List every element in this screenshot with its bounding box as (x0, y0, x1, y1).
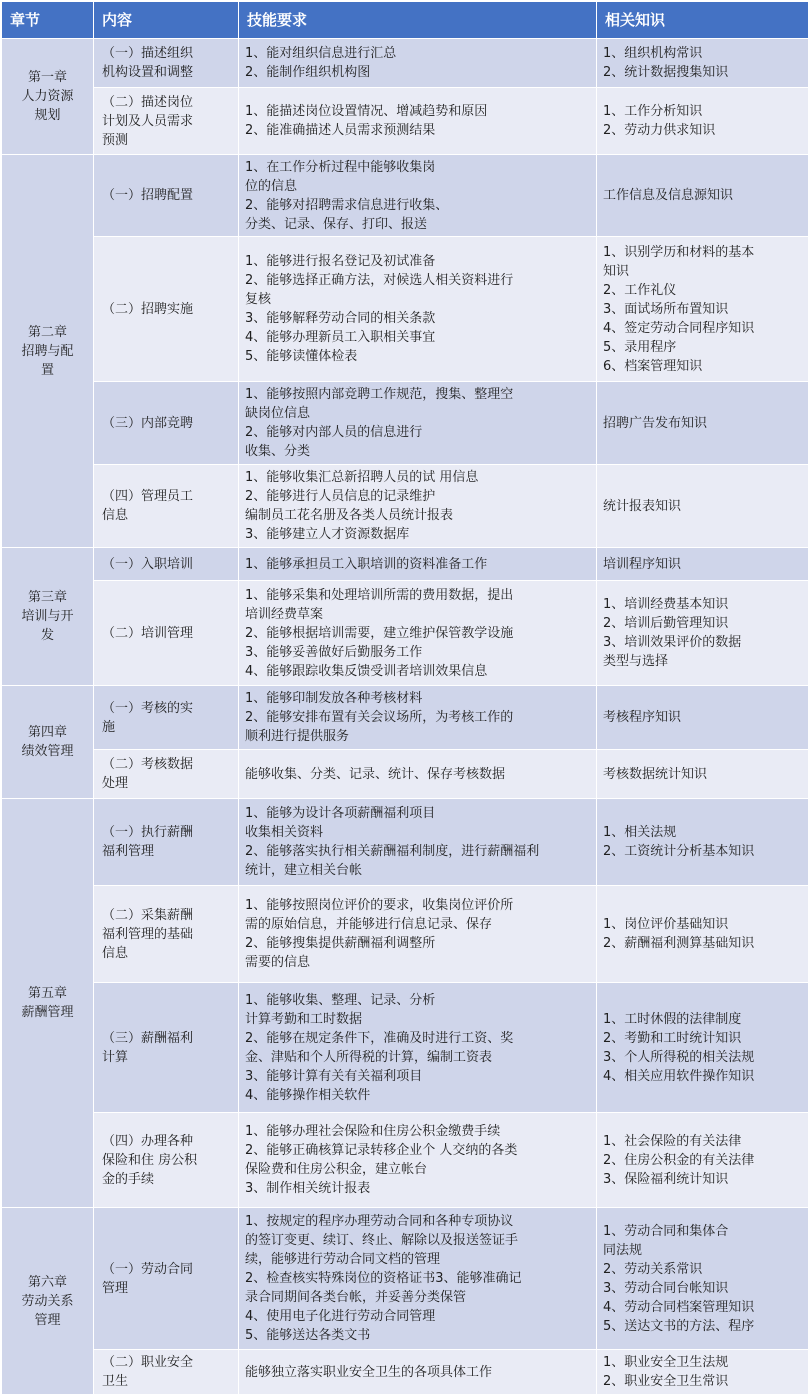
text-line: 3、能够建立人才资源数据库 (245, 527, 410, 542)
text-line: 收集、分类 (245, 444, 311, 459)
content-cell (94, 465, 239, 548)
text-line: 招聘与配 (21, 343, 74, 359)
knowledge-cell (597, 39, 809, 88)
text-line: 1、能描述岗位设置情况、增减趋势和原因 (245, 104, 488, 119)
text-line: 2、考勤和工时统计知识 (603, 1030, 742, 1046)
text-line: 卫生 (102, 1374, 129, 1389)
text-line: （三）内部竞聘 (102, 415, 194, 431)
text-line: 4、使用电子化进行劳动合同管理 (245, 1309, 436, 1324)
content-cell (94, 983, 239, 1113)
knowledge-cell (597, 382, 809, 465)
text-line: 录合同期间各类台帐，并妥善分类保管 (245, 1290, 467, 1305)
table-row (2, 750, 809, 799)
text-line: 1、相关法规 (603, 825, 677, 840)
text-line: 招聘广告发布知识 (603, 415, 708, 431)
text-line: 保险费和住房公积金，建立帐台 (245, 1162, 428, 1177)
table-row (2, 1208, 809, 1350)
chapter-cell (2, 155, 94, 548)
text-line: 编制员工花名册及各类人员统计报表 (245, 508, 454, 523)
text-line: 1、组织机构常识 (603, 46, 703, 61)
text-line: 2、能够进行人员信息的记录维护 (245, 489, 436, 504)
content-cell (94, 799, 239, 886)
content-cell (94, 548, 239, 581)
text-line: 1、能够收集汇总新招聘人员的试 用信息 (245, 470, 479, 485)
content-cell (94, 237, 239, 382)
text-line: 置 (40, 362, 54, 378)
text-line: （一）描述组织 (102, 46, 194, 61)
text-line: 第五章 (27, 986, 67, 1001)
text-line: 信息 (102, 945, 129, 961)
skills-cell (239, 548, 597, 581)
text-line: 1、能够收集、整理、记录、分析 (245, 992, 436, 1008)
text-line: 金的手续 (102, 1171, 155, 1187)
text-line: 第二章 (27, 324, 67, 340)
chapter-cell (2, 548, 94, 686)
text-line: 3、能够计算有关有关福利项目 (245, 1068, 423, 1084)
text-line: （一）招聘配置 (102, 188, 194, 203)
text-line: 福利管理 (102, 844, 155, 859)
content-cell (94, 155, 239, 237)
text-line: 2、工作礼仪 (603, 282, 677, 298)
text-line: 能够收集、分类、记录、统计、保存考核数据 (245, 766, 506, 782)
knowledge-cell (597, 686, 809, 750)
skills-cell (239, 382, 597, 465)
text-line: 2、培训后勤管理知识 (603, 616, 729, 631)
knowledge-cell (597, 237, 809, 382)
text-line: 1、职业安全卫生法规 (603, 1355, 729, 1370)
text-line: 分类、记录、保存、打印、报送 (245, 216, 428, 232)
text-line: 机构设置和调整 (102, 65, 194, 80)
text-line: 的签订变更、续订、终止、解除以及报送签证手 (245, 1233, 519, 1248)
text-line: 预测 (102, 132, 129, 148)
text-line: 2、能够正确核算记录转移企业个 人交纳的各类 (245, 1143, 518, 1158)
skills-cell (239, 1350, 597, 1395)
text-line: 知识 (603, 263, 630, 279)
text-line: 统计报表知识 (603, 498, 682, 514)
header-row (2, 2, 809, 39)
text-line: 1、能够按照内部竞聘工作规范，搜集、整理空 (245, 387, 514, 402)
chapter-cell (2, 39, 94, 155)
content-cell (94, 686, 239, 750)
knowledge-cell (597, 750, 809, 799)
text-line: 3、个人所得税的相关法规 (603, 1049, 755, 1065)
text-line: 1、能够承担员工入职培训的资料准备工作 (245, 556, 488, 572)
skills-cell (239, 581, 597, 686)
skills-cell (239, 1208, 597, 1350)
knowledge-cell (597, 886, 809, 983)
table-row (2, 1350, 809, 1395)
chapter-cell (2, 686, 94, 799)
text-line: 计算考勤和工时数据 (245, 1011, 363, 1027)
text-line: 2、统计数据搜集知识 (603, 65, 729, 80)
text-line: （二）职业安全 (102, 1355, 194, 1370)
content-cell (94, 88, 239, 155)
header-skills: 技能要求 (239, 2, 597, 39)
header-chapter: 章节 (2, 2, 94, 39)
content-cell (94, 1208, 239, 1350)
text-line: 能够独立落实职业安全卫生的各项具体工作 (245, 1364, 493, 1380)
text-line: 考核程序知识 (603, 710, 682, 725)
text-line: 2、能够落实执行相关薪酬福利制度，进行薪酬福利 (245, 844, 540, 859)
content-cell (94, 581, 239, 686)
text-line: 5、能够读懂体检表 (245, 349, 358, 364)
skills-cell (239, 983, 597, 1113)
text-line: 需要的信息 (245, 955, 311, 970)
table-row (2, 88, 809, 155)
content-cell (94, 382, 239, 465)
text-line: 1、岗位评价基础知识 (603, 917, 729, 932)
skills-cell (239, 1113, 597, 1208)
text-line: 劳动关系 (21, 1293, 74, 1309)
text-line: 复核 (245, 292, 272, 307)
text-line: 1、工时休假的法律制度 (603, 1011, 742, 1027)
text-line: 信息 (102, 508, 129, 523)
text-line: 第三章 (27, 590, 67, 605)
skills-cell (239, 799, 597, 886)
text-line: 同法规 (603, 1242, 643, 1258)
text-line: 施 (102, 719, 116, 735)
text-line: 位的信息 (245, 178, 298, 194)
content-cell (94, 39, 239, 88)
table-row (2, 983, 809, 1113)
text-line: 4、签定劳动合同程序知识 (603, 320, 755, 336)
text-line: 计划及人员需求 (102, 113, 194, 129)
knowledge-cell (597, 548, 809, 581)
text-line: 4、能够操作相关软件 (245, 1087, 371, 1103)
text-line: 2、工资统计分析基本知识 (603, 844, 755, 859)
text-line: 顺利进行提供服务 (245, 729, 350, 744)
text-line: 2、能够对招聘需求信息进行收集、 (245, 197, 449, 213)
text-line: 缺岗位信息 (245, 406, 311, 421)
text-line: 培训与开 (21, 609, 74, 624)
content-cell (94, 1113, 239, 1208)
text-line: 培训程序知识 (603, 556, 682, 572)
knowledge-cell (597, 88, 809, 155)
text-line: 1、能够进行报名登记及初试准备 (245, 254, 436, 269)
skills-cell (239, 88, 597, 155)
knowledge-cell (597, 799, 809, 886)
knowledge-cell (597, 983, 809, 1113)
knowledge-cell (597, 1350, 809, 1395)
text-line: 1、在工作分析过程中能够收集岗 (245, 159, 436, 175)
text-line: 1、能够印制发放各种考核材料 (245, 691, 423, 706)
text-line: 保险和住 房公积 (102, 1152, 198, 1168)
text-line: 2、职业安全卫生常识 (603, 1374, 729, 1389)
text-line: 3、面试场所布置知识 (603, 301, 729, 317)
text-line: 2、能够安排布置有关会议场所，为考核工作的 (245, 710, 514, 725)
knowledge-cell (597, 581, 809, 686)
text-line: 类型与选择 (603, 654, 669, 669)
skills-table (1, 1, 809, 1395)
content-cell (94, 750, 239, 799)
text-line: 统计，建立相关台帐 (245, 863, 363, 878)
table-body (2, 39, 809, 1395)
text-line: 2、能够根据培训需要，建立维护保管教学设施 (245, 625, 514, 641)
text-line: 2、住房公积金的有关法律 (603, 1152, 755, 1168)
skills-cell (239, 465, 597, 548)
text-line: 金、津贴和个人所得税的计算，编制工资表 (245, 1049, 493, 1065)
table-row (2, 155, 809, 237)
text-line: 4、相关应用软件操作知识 (603, 1068, 755, 1084)
table-row (2, 548, 809, 581)
table-row (2, 581, 809, 686)
text-line: 2、能准确描述人员需求预测结果 (245, 123, 436, 138)
table-row (2, 382, 809, 465)
text-line: 6、档案管理知识 (603, 358, 703, 374)
text-line: 4、能够办理新员工入职相关事宜 (245, 330, 436, 345)
skills-cell (239, 155, 597, 237)
text-line: 2、检查核实特殊岗位的资格证书3、能够准确记 (245, 1271, 522, 1286)
text-line: 考核数据统计知识 (603, 766, 708, 782)
text-line: 1、能对组织信息进行汇总 (245, 46, 397, 61)
chapter-cell (2, 1208, 94, 1395)
text-line: 收集相关资料 (245, 825, 324, 840)
text-line: 1、能够办理社会保险和住房公积金缴费手续 (245, 1124, 501, 1139)
header-knowledge: 相关知识 (597, 2, 809, 39)
table-row (2, 886, 809, 983)
text-line: 续，能够进行劳动合同文档的管理 (245, 1252, 441, 1267)
text-line: 3、劳动合同台帐知识 (603, 1280, 729, 1296)
text-line: （一）劳动合同 (102, 1261, 194, 1277)
text-line: （一）入职培训 (102, 556, 194, 572)
text-line: 计算 (102, 1049, 129, 1065)
text-line: 3、能够解释劳动合同的相关条款 (245, 311, 436, 326)
skills-cell (239, 39, 597, 88)
text-line: 5、送达文书的方法、程序 (603, 1318, 755, 1334)
text-line: 处理 (102, 776, 129, 791)
header-content: 内容 (94, 2, 239, 39)
table-row (2, 799, 809, 886)
text-line: 2、能够搜集提供薪酬福利调整所 (245, 936, 436, 951)
skills-cell (239, 686, 597, 750)
text-line: （二）考核数据 (102, 757, 194, 772)
text-line: 3、培训效果评价的数据 (603, 635, 742, 650)
content-cell (94, 886, 239, 983)
text-line: 1、能够采集和处理培训所需的费用数据，提出 (245, 587, 514, 603)
text-line: 规划 (34, 108, 61, 123)
text-line: 2、能制作组织机构图 (245, 65, 371, 80)
text-line: （四）办理各种 (102, 1133, 194, 1149)
text-line: 2、能够对内部人员的信息进行 (245, 425, 423, 440)
text-line: （四）管理员工 (102, 489, 194, 504)
content-cell (94, 1350, 239, 1395)
text-line: 1、社会保险的有关法律 (603, 1133, 742, 1149)
knowledge-cell (597, 155, 809, 237)
text-line: 2、劳动关系常识 (603, 1261, 703, 1277)
text-line: （三）薪酬福利 (102, 1030, 194, 1046)
text-line: 2、能够在规定条件下，准确及时进行工资、奖 (245, 1030, 514, 1046)
text-line: 人力资源 (21, 89, 74, 104)
table-row (2, 465, 809, 548)
text-line: 管理 (34, 1312, 61, 1328)
text-line: 4、能够跟踪收集反馈受训者培训效果信息 (245, 663, 488, 679)
skills-cell (239, 750, 597, 799)
text-line: （二）招聘实施 (102, 301, 194, 317)
text-line: 3、保险福利统计知识 (603, 1171, 729, 1187)
table-row (2, 237, 809, 382)
text-line: 需的原始信息，并能够进行信息记录、保存 (245, 917, 493, 932)
text-line: 发 (40, 628, 54, 643)
text-line: 3、制作相关统计报表 (245, 1181, 371, 1196)
text-line: 2、劳动力供求知识 (603, 123, 716, 138)
table-row (2, 39, 809, 88)
text-line: （一）考核的实 (102, 700, 194, 716)
skills-cell (239, 886, 597, 983)
text-line: （一）执行薪酬 (102, 825, 194, 840)
text-line: 绩效管理 (21, 744, 74, 759)
text-line: 3、能够妥善做好后勤服务工作 (245, 644, 423, 660)
text-line: 第六章 (27, 1274, 67, 1290)
text-line: （二）描述岗位 (102, 94, 194, 110)
text-line: （二）采集薪酬 (102, 907, 194, 923)
text-line: 1、能够按照岗位评价的要求，收集岗位评价所 (245, 898, 514, 913)
text-line: 2、能够选择正确方法，对候选人相关资料进行 (245, 273, 514, 288)
knowledge-cell (597, 465, 809, 548)
text-line: 2、薪酬福利测算基础知识 (603, 936, 755, 951)
knowledge-cell (597, 1113, 809, 1208)
text-line: 5、能够送达各类文书 (245, 1328, 371, 1343)
text-line: 1、能够为设计各项薪酬福利项目 (245, 806, 436, 821)
text-line: 4、劳动合同档案管理知识 (603, 1299, 755, 1315)
text-line: 1、劳动合同和集体合 (603, 1223, 729, 1239)
text-line: 1、培训经费基本知识 (603, 597, 729, 612)
text-line: 福利管理的基础 (102, 926, 194, 942)
text-line: 1、按规定的程序办理劳动合同和各种专项协议 (245, 1214, 514, 1229)
chapter-cell (2, 799, 94, 1208)
text-line: 第一章 (27, 70, 67, 85)
text-line: 培训经费草案 (245, 606, 324, 622)
text-line: 5、录用程序 (603, 339, 677, 355)
text-line: （二）培训管理 (102, 625, 194, 641)
table-row (2, 1113, 809, 1208)
skills-cell (239, 237, 597, 382)
text-line: 管理 (102, 1280, 129, 1296)
table-row (2, 686, 809, 750)
text-line: 1、工作分析知识 (603, 104, 703, 119)
text-line: 第四章 (27, 725, 67, 740)
text-line: 薪酬管理 (21, 1005, 74, 1020)
text-line: 工作信息及信息源知识 (603, 188, 734, 203)
text-line: 1、识别学历和材料的基本 (603, 244, 755, 260)
knowledge-cell (597, 1208, 809, 1350)
